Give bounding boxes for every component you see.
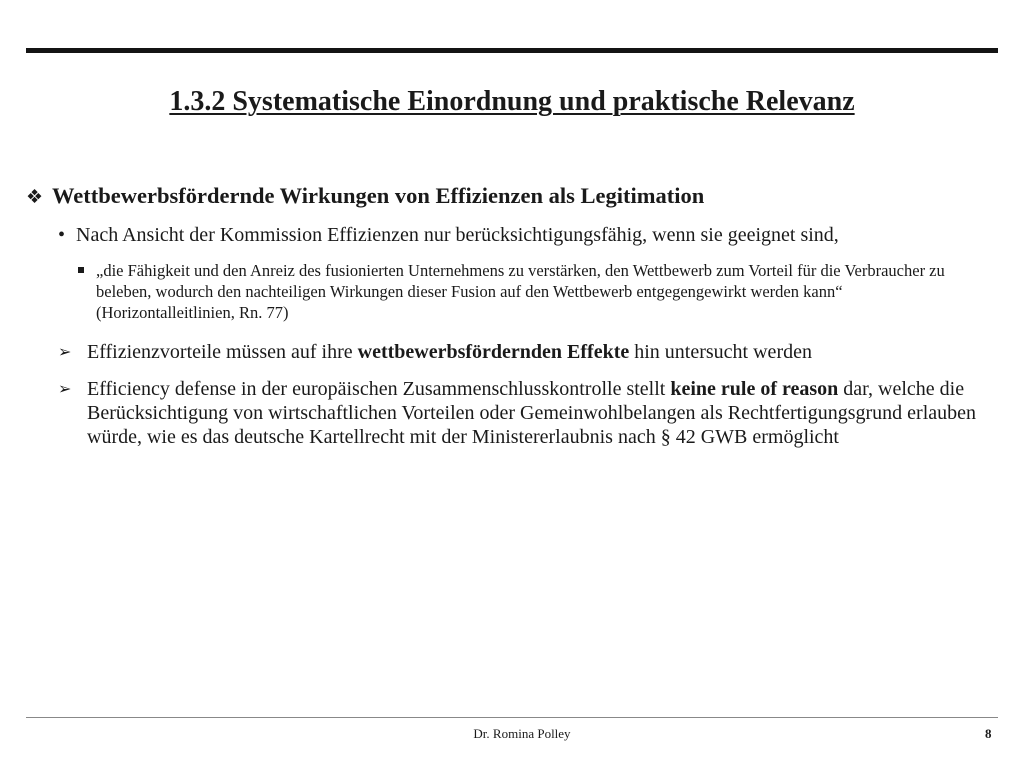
- arrow-item-2-text-start: Efficiency defense in der europäischen Zusammenschlusskontrolle stellt: [87, 378, 671, 400]
- four-diamond-bullet-icon: ❖: [26, 187, 44, 208]
- round-bullet-icon: •: [58, 224, 66, 246]
- quote-item: [78, 260, 978, 323]
- arrow-item-1-text-start: Effizienzvorteile müssen auf ihre: [87, 341, 358, 363]
- footer-divider: [26, 717, 998, 718]
- page-number: 8: [985, 726, 992, 741]
- section-heading-text: Wettbewerbsfördernde Wirkungen von Effizienzen als Legitimation: [52, 183, 705, 208]
- arrow-item-1-text: [87, 340, 1007, 365]
- arrow-item-2-emphasis: keine rule of reason: [670, 378, 839, 400]
- bullet-item: [58, 224, 839, 247]
- slide-title: 1.3.2 Systematische Einordnung und praktische Relevanz: [169, 86, 855, 117]
- top-divider: [26, 48, 998, 53]
- arrow-item-1-emphasis: wettbewerbsfördernden Effekte: [357, 341, 630, 363]
- quote-text: „die Fähigkeit und den Anreiz des fusionierten Unternehmens zu verstärken, den Wettbewerb zum Vorteil für die Verbraucher zu beleben, wodurch den nachteiligen Wirkungen dieser Fusion auf den Wettbewerb entgegengewirkt werden kann“ (Horizontalleitlinien, Rn. 77): [96, 261, 945, 322]
- arrowhead-bullet-icon: ➢: [58, 381, 72, 398]
- section-heading: [26, 183, 704, 209]
- arrow-item-1-text-end: hin untersucht werden: [629, 341, 812, 363]
- arrow-item-2-text: [87, 377, 1007, 449]
- square-bullet-icon: [78, 267, 84, 273]
- arrowhead-bullet-icon: ➢: [58, 344, 72, 361]
- bullet-text: Nach Ansicht der Kommission Effizienzen nur berücksichtigungsfähig, wenn sie geeignet sind,: [76, 224, 839, 246]
- arrow-item-1: [58, 340, 1007, 365]
- arrow-item-2: [58, 377, 1007, 449]
- arrow-item-2-text-end: dar, welche die Berücksichtigung von wirtschaftlichen Vorteilen oder Gemeinwohlbelangen als Rechtfertigungsgrund erlauben würde, wie es das deutsche Kartellrecht mit der Ministererlaubnis nach § 42 GWB ermöglicht: [87, 378, 977, 448]
- footer-author: Dr. Romina Polley: [473, 726, 571, 741]
